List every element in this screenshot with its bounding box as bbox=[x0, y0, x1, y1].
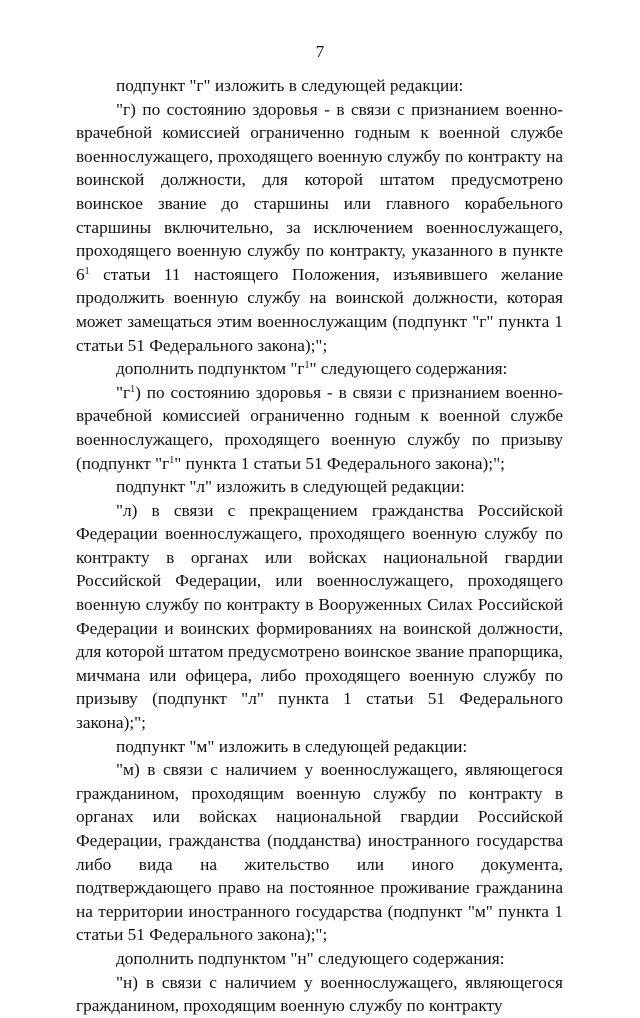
paragraph-text: ) по состоянию здоровья - в связи с признанием военно-врачебной комиссией ограниченно годным к военной службе военнослужащего, проходящего военную службу по призыву (подпункт "г bbox=[76, 382, 563, 473]
paragraph bbox=[76, 98, 563, 358]
paragraph bbox=[76, 475, 563, 499]
superscript: 1 bbox=[169, 454, 175, 466]
paragraph bbox=[76, 499, 563, 735]
document-body bbox=[76, 74, 563, 1018]
paragraph-text: "г bbox=[116, 382, 131, 402]
paragraph bbox=[76, 357, 563, 381]
paragraph-text: " пункта 1 статьи 51 Федерального закона);"; bbox=[174, 453, 505, 473]
paragraph-text: дополнить подпунктом "г bbox=[116, 359, 305, 379]
paragraph-text: подпункт "л" изложить в следующей редакции: bbox=[116, 477, 465, 497]
paragraph-text: "м) в связи с наличием у военнослужащего, являющегося гражданином, проходящим военную службу по контракту в органах или войсках национальной гвардии Российской Федерации, гражданства (подданства) иностранного государства либо вида на жительство или иного документа, подтверждающего право на постоянное проживание гражданина на территории иностранного государства (подпункт "м" пункта 1 статьи 51 Федерального закона);"; bbox=[76, 760, 563, 945]
superscript: 1 bbox=[84, 265, 90, 277]
paragraph bbox=[76, 971, 563, 1018]
page-number: 7 bbox=[315, 42, 325, 61]
paragraph bbox=[76, 381, 563, 475]
paragraph-text: "л) в связи с прекращением гражданства Российской Федерации военнослужащего, проходящего военную службу по контракту в органах или войсках национальной гвардии Российской Федерации, или военнослужащего, проходящего военную службу по контракту в Вооруженных Силах Российской Федерации и воинских формированиях на воинской должности, для которой штатом предусмотрено воинское звание прапорщика, мичмана или офицера, либо проходящего военную службу по призыву (подпункт "л" пункта 1 статьи 51 Федерального закона);"; bbox=[76, 500, 563, 733]
paragraph bbox=[76, 947, 563, 971]
paragraph-text: подпункт "г" изложить в следующей редакции: bbox=[116, 76, 464, 95]
paragraph-text: "н) в связи с наличием у военнослужащего, являющегося гражданином, проходящим военную службу по контракту bbox=[76, 972, 563, 1016]
superscript: 1 bbox=[130, 383, 136, 395]
paragraph bbox=[76, 735, 563, 759]
paragraph-text: подпункт "м" изложить в следующей редакции: bbox=[116, 736, 468, 756]
superscript: 1 bbox=[304, 360, 310, 372]
paragraph-text: статьи 11 настоящего Положения, изъявившего желание продолжить военную службу на воинской должности, которая может замещаться этим военнослужащим (подпункт "г" пункта 1 статьи 51 Федерального закона);"; bbox=[76, 264, 563, 355]
paragraph-text: "г) по состоянию здоровья - в связи с признанием военно-врачебной комиссией ограниченно годным к военной службе военнослужащего, проходящего военную службу по контракту на воинской должности, для которой штатом предусмотрено воинское звание до старшины или главного корабельного старшины включительно, за исключением военнослужащего, проходящего военную службу по контракту, указанного в пункте 6 bbox=[76, 99, 563, 284]
paragraph-text: дополнить подпунктом "н" следующего содержания: bbox=[116, 948, 505, 968]
paragraph bbox=[76, 74, 563, 98]
paragraph bbox=[76, 758, 563, 947]
paragraph-text: " следующего содержания: bbox=[309, 359, 508, 379]
